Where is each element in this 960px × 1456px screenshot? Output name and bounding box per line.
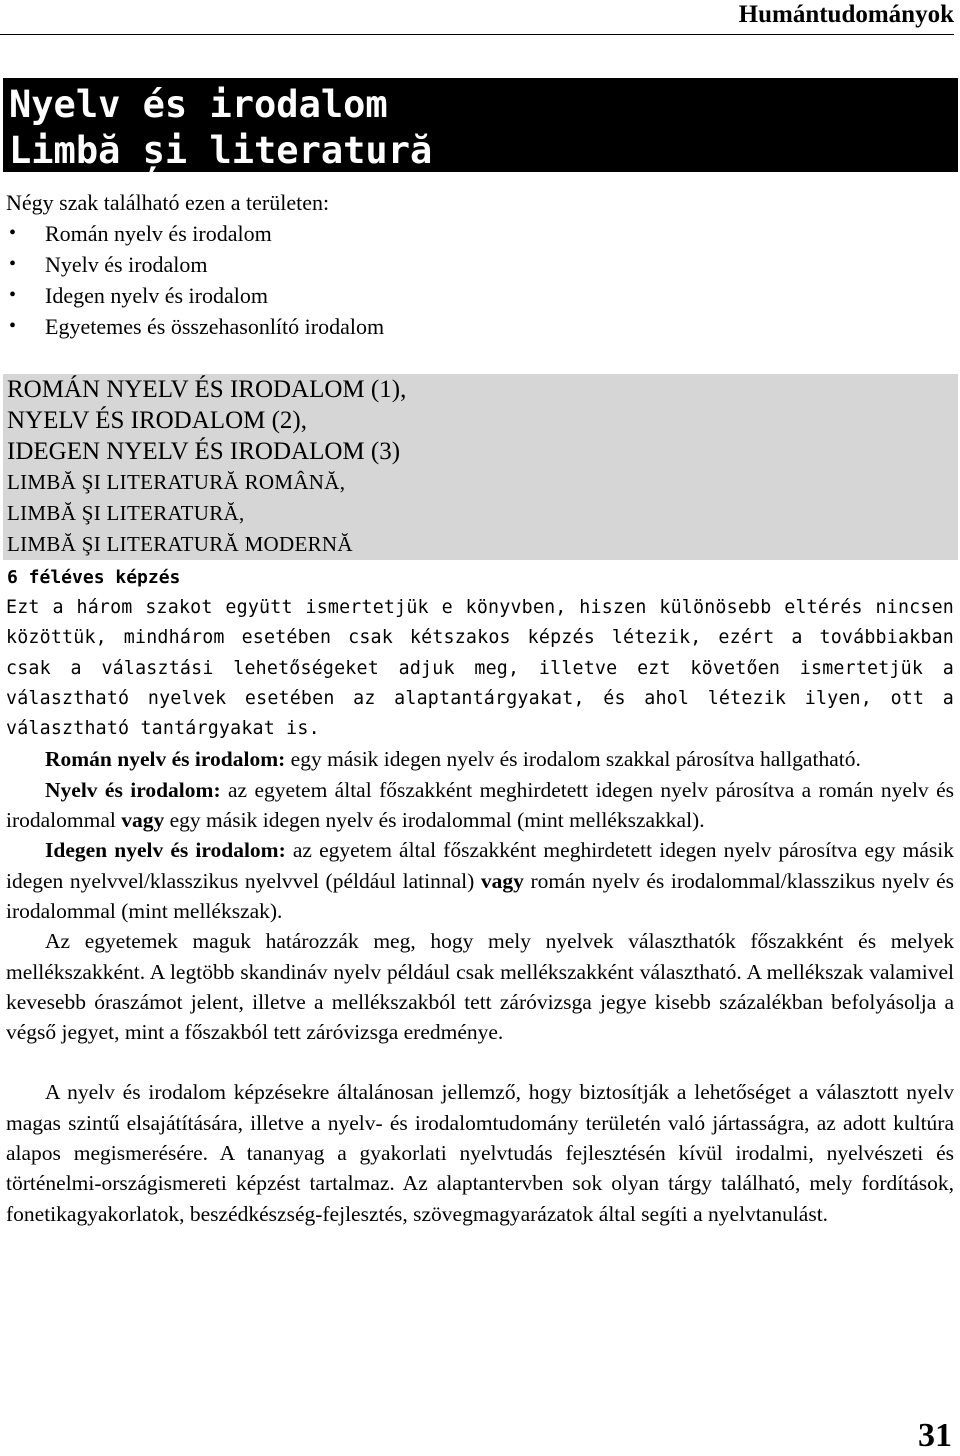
- paragraph-text: az egyetem által főszakként meghirdetett idegen nyelv párosítva egy másik idegen nyelvvel/klasszikus nyelvvel (például latinnal): [6, 838, 954, 893]
- major-list: [6, 218, 954, 342]
- section-title: Humántudományok: [738, 1, 954, 28]
- chapter-title-ro: Limbă și literatură: [9, 129, 433, 172]
- paragraph-text: az egyetem által főszakként meghirdetett idegen nyelv párosítva a román nyelv és irodalommal: [6, 777, 954, 833]
- paragraph-label: Nyelv és irodalom:: [45, 777, 221, 802]
- page-number: 31: [918, 1417, 952, 1454]
- semester-count: 6 féléves képzés: [7, 567, 181, 588]
- paragraph-label: Idegen nyelv és irodalom:: [45, 838, 286, 863]
- paragraph-label: Román nyelv és irodalom:: [45, 747, 286, 772]
- major-heading-ro: LIMBĂ ŞI LITERATURĂ ROMÂNĂ,: [7, 470, 346, 494]
- majors-heading-band: [3, 374, 958, 560]
- list-item: • Román nyelv és irodalom: [6, 218, 954, 249]
- chapter-title-hu: Nyelv és irodalom: [9, 83, 388, 126]
- intro-section: [6, 187, 954, 342]
- major-heading-hu: IDEGEN NYELV ÉS IRODALOM (3): [7, 438, 401, 465]
- paragraph: [6, 744, 954, 774]
- emphasis: vagy: [121, 808, 165, 833]
- chapter-title-band: [3, 78, 958, 172]
- paragraph: Az egyetemek maguk határozzák meg, hogy mely nyelvek választhatók főszakként és melyek mellékszakként. A legtöbb skandináv nyelv például csak mellékszakként választható. A mellékszak valamivel kevesebb óraszámot jelent, illetve a mellékszakból tett záróvizsga jegye kisebb százalékban befolyásolja a végső jegyet, mint a főszakból tett záróvizsga eredménye.: [6, 929, 954, 1045]
- paragraph-text: egy másik idegen nyelv és irodalommal (mint mellékszakkal).: [164, 808, 705, 833]
- emphasis: vagy: [480, 868, 524, 893]
- major-heading-ro: LIMBĂ ŞI LITERATURĂ,: [7, 501, 245, 525]
- body-text: [6, 593, 954, 1229]
- major-heading-hu: NYELV ÉS IRODALOM (2),: [7, 407, 307, 434]
- list-item: • Nyelv és irodalom: [6, 249, 954, 280]
- list-item: • Idegen nyelv és irodalom: [6, 280, 954, 311]
- paragraph: Ezt a három szakot együtt ismertetjük e könyvben, hiszen különösebb eltérés nincsen közöttük, mindhárom esetében csak kétszakos képzés létezik, ezért a továbbiakban csak a választási lehetőségeket adjuk meg, illetve ezt követően ismertetjük a választható nyelvek esetében az alaptantárgyakat, és ahol létezik ilyen, ott a választható tantárgyakat is.: [6, 597, 954, 740]
- paragraph-text: egy másik idegen nyelv és irodalom szakkal párosítva hallgatható.: [285, 747, 861, 772]
- paragraph: [6, 775, 954, 836]
- paragraph-text: román nyelv és irodalommal/klasszikus nyelv és irodalommal (mint mellékszak).: [6, 868, 955, 923]
- running-head: [0, 0, 954, 35]
- major-heading-hu: ROMÁN NYELV ÉS IRODALOM (1),: [7, 376, 407, 403]
- paragraph: [6, 835, 954, 926]
- intro-lead: Négy szak található ezen a területen:: [6, 190, 330, 215]
- list-item: • Egyetemes és összehasonlító irodalom: [6, 311, 954, 342]
- paragraph: A nyelv és irodalom képzésekre általánosan jellemző, hogy biztosítják a lehetőséget a választott nyelv magas szintű elsajátítására, illetve a nyelv- és irodalomtudomány területén való jártasságra, az adott kultúra alapos megismerésére. A tananyag a gyakorlati nyelvtudás fejlesztésén kívül irodalmi, nyelvészeti és történelmi-országismereti képzést tartalmaz. Az alaptantervben sok olyan tárgy található, mely fordítások, fonetikagyakorlatok, beszédkészség-fejlesztés, szövegmagyarázatok által segíti a nyelvtanulást.: [6, 1080, 954, 1226]
- major-heading-ro: LIMBĂ ŞI LITERATURĂ MODERNĂ: [7, 532, 353, 556]
